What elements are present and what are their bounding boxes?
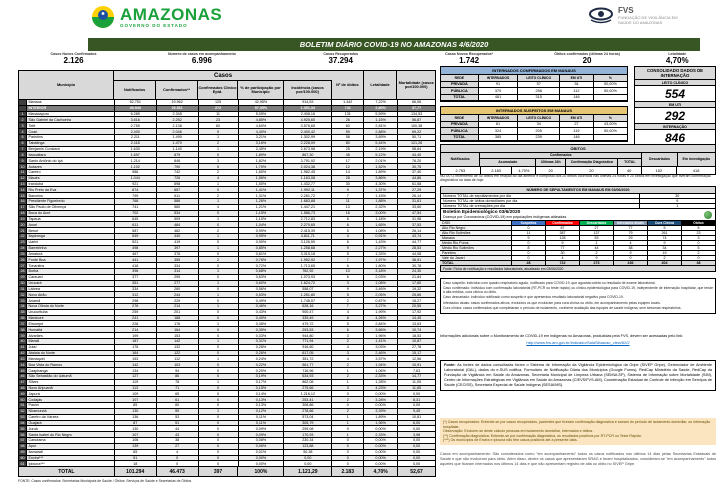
obitos-confirmacao-value: 20 bbox=[566, 167, 618, 174]
municipality-name: Itacoatiara bbox=[27, 152, 115, 158]
table-row: 61 Ipixuna*** 18 0 0 0,00% 0,00 0 0,00% 0,00 bbox=[19, 461, 436, 467]
municipality-name: Rio Preto da Eva bbox=[27, 187, 115, 193]
municipality-name: Jutaí bbox=[27, 345, 115, 351]
footnote-line: (**) Confirmação diagnóstica: Entende-se por confirmação diagnóstica, os resultados positivos por RT-PCR ou Teste Rápido. bbox=[443, 433, 642, 438]
consolidado-title: CONSOLIDADO DADOS DE INTERNAÇÃO bbox=[635, 67, 715, 80]
table-row: 34 Nova Olinda do Norte 276 214 1 0,46% 628,16 7 3,27% 20,55 bbox=[19, 304, 436, 310]
municipality-name: Barcelos bbox=[27, 193, 115, 199]
municipality-name: Silves bbox=[27, 380, 115, 386]
obitos-acumulado-value: 2.183 bbox=[481, 167, 513, 174]
table-row: PÚBLICA 370 258 112 50,00% bbox=[441, 88, 627, 95]
table-row: 50 Codajás 107 61 0 0,13% 253,41 2 3,28% 8,31 bbox=[19, 397, 436, 403]
indigena-col-header: Cura Clínica bbox=[648, 221, 682, 226]
table-row: 33 Anamã 298 229 0 0,49% 1.748,57 2 0,87% 15,27 bbox=[19, 298, 436, 304]
table-row: Alto Rio Solimões 11 387 137 79 261 23 bbox=[440, 231, 716, 236]
stat-label: Casos Novos Recuperados* bbox=[445, 52, 494, 56]
definition-line: Caso confirmado: indivíduo com confirmação laboratorial (RT-PCR ou teste rápido) ou clínico-epidemiológica para COVID-19, independente de internação hospitalar, que tende à alta médica, cura clínica ou óbito. bbox=[443, 285, 713, 295]
definition-line: Infectados atuais: casos confirmados ativos, excluídos os que evoluíram para cura clínica ou óbito, em acompanhamento pelas equipes locais. bbox=[443, 300, 661, 305]
col-municipio: Município bbox=[19, 71, 114, 99]
obitos-nota: NOTA: O incremento de 40 óbitos em relação ao dia anterior é composto dos 20 óbitos ocorridos nas últimas 24 horas e 20 óbitos em investigação que tiveram confirmação diagnóstica na data de hoje. bbox=[440, 174, 711, 183]
municipality-name: Urucará bbox=[27, 281, 115, 287]
municipality-name: Amaturá bbox=[27, 252, 115, 258]
obitos-col-ultimas24h: Últimas 24h bbox=[536, 159, 566, 167]
municipality-name: Anori bbox=[27, 222, 115, 228]
stat-label: Casos Novos Confirmados bbox=[50, 52, 97, 56]
municipality-name: Parintins bbox=[27, 135, 115, 141]
table-row: 49 Japurá 109 65 0 0,14% 1.216,12 0 0,00% 0,00 bbox=[19, 391, 436, 397]
sepultamentos-table bbox=[440, 186, 716, 210]
consolidado-value: 554 bbox=[635, 86, 715, 102]
municipality-name: INTERIOR bbox=[27, 106, 115, 112]
table-row: 31 Lábrea 334 260 0 0,56% 558,07 9 3,46% 19,32 bbox=[19, 287, 436, 293]
table-row: 41 Jutaí 176 132 0 0,28% 916,60 4 3,03% 27,78 bbox=[19, 345, 436, 351]
link-block bbox=[440, 334, 716, 346]
municipality-name: Pauini bbox=[27, 403, 115, 409]
col-participacao: % de participação por Município bbox=[238, 81, 284, 99]
table-row: PRIVADA 91 57 34 50,00% bbox=[441, 82, 627, 89]
definition-line: Caso suspeito: indivíduo com quadro respiratório agudo, notificado para COVID-19, que aguarda coleta ou resultado de exame laboratorial. bbox=[443, 280, 656, 285]
table-row: 1 Manacapuru 6.289 2.345 11 5,05% 2.408,16 131 5,59% 134,53 bbox=[19, 112, 436, 118]
internados-confirmados-title: INTERNADOS CONFIRMADOS EM MANAUS bbox=[441, 67, 627, 75]
municipality-name: Caapiranga bbox=[27, 368, 115, 374]
indigena-subtitle: Doença por Coronavírus (COVID-19) em populações indígenas aldeadas bbox=[443, 215, 567, 219]
obitos-title: ÓBITOS bbox=[441, 145, 715, 153]
obitos-acumulado-pct: 4,70% bbox=[512, 167, 536, 174]
municipality-name: Borba bbox=[27, 269, 115, 275]
obitos-table bbox=[440, 144, 716, 175]
table-row: 40 Maraã 187 142 1 0,31% 771,94 2 1,41% 10,87 bbox=[19, 339, 436, 345]
summary-stat bbox=[129, 52, 275, 68]
municipality-name: Alvarães bbox=[27, 333, 115, 339]
municipality-name: Apuí bbox=[27, 444, 115, 450]
table-row: 46 São Sebastião do Uatumã 127 86 0 0,19% 634,93 2 2,33% 14,77 bbox=[19, 374, 436, 380]
col-clinico-epid: Confirmados Clínico Epid. bbox=[198, 81, 238, 99]
table-row: 4 Coari 2.400 2.046 9 4,40% 2.400,42 59 2,88% 69,22 bbox=[19, 129, 436, 135]
table-row: Número TOTAL de sepultamentos por dia 30 bbox=[441, 194, 715, 199]
col-confirmados: Confirmados** bbox=[156, 81, 198, 99]
table-row: 20 Anori 611 484 0 1,04% 2.270,65 8 1,65% 37,53 bbox=[19, 222, 436, 228]
col-obitos: Nº de óbitos bbox=[332, 71, 364, 99]
obitos-col-acumulado: Acumulado bbox=[480, 159, 536, 167]
amazonas-logo bbox=[90, 4, 222, 30]
table-row: 18 Boca do Acre 702 534 0 1,15% 1.586,73 16 3,00% 47,54 bbox=[19, 211, 436, 217]
stat-value: 6.996 bbox=[191, 56, 212, 65]
footnote-line: Observação: Excluem-se deste cálculo pessoas em isolamento domiciliar, internados e óbitos. bbox=[443, 429, 594, 434]
table-row: Alto Rio Negro 0 87 27 77 5 5 bbox=[440, 226, 716, 231]
indigena-col-header: Confirmados bbox=[546, 221, 580, 226]
sepultamentos-title: NÚMERO DE SEPULTAMENTOS EM MANAUS EM 03/06/2020 bbox=[441, 187, 715, 194]
table-row: 53 Careiro da Várzea 136 53 0 0,11% 573,04 1 1,89% 10,81 bbox=[19, 415, 436, 421]
indigena-section bbox=[440, 208, 716, 272]
municipality-name: Manacapuru bbox=[27, 112, 115, 118]
municipality-name: Maués bbox=[27, 176, 115, 182]
summary-stat bbox=[18, 52, 129, 68]
municipality-name: Urucurituba bbox=[27, 310, 115, 316]
footnote-line: (*) Casos recuperados: Entende-se por casos recuperados, pacientes que tiveram confirmação diagnóstica e saíram do período de isolamento domiciliar, ou internação hospitalar. bbox=[443, 420, 711, 429]
table-row: PÚBLICA 324 205 119 50,00% bbox=[441, 128, 627, 135]
municipality-name: Manicoré bbox=[27, 316, 115, 322]
municipality-name: Uarini bbox=[27, 240, 115, 246]
table-row: Número TOTAL de cremações por dia 1 bbox=[441, 204, 715, 209]
municipality-name: Eirunepé bbox=[27, 321, 115, 327]
table-row: 13 Iranduba 921 698 1 1,50% 1.432,77 30 4,30% 61,58 bbox=[19, 182, 436, 188]
table-row: 22 Itapiranga 549 440 1 0,95% 4.811,71 4 0,91% 43,74 bbox=[19, 234, 436, 240]
consolidado-label: LEITO CLÍNICO bbox=[635, 80, 715, 86]
table-row: 36 Manicoré 241 188 0 0,40% 339,49 8 4,26% 14,45 bbox=[19, 316, 436, 322]
municipality-name: Santo Antônio do Içá bbox=[27, 158, 115, 164]
consolidado-label: INTERNAÇÃO bbox=[635, 124, 715, 130]
table-row: 57 Canutama 106 38 0 0,08% 230,34 0 0,00% 0,00 bbox=[19, 438, 436, 444]
municipality-name: Tefé bbox=[27, 123, 115, 129]
bulletin-title-bar: BOLETIM DIÁRIO COVID-19 NO AMAZONAS 4/6/2020 bbox=[88, 38, 700, 51]
indigena-col-header: Infectados atuais bbox=[614, 221, 648, 226]
stat-label: Óbitos confirmados (últimas 24 horas) bbox=[554, 52, 620, 56]
definition-line: Cura clínica: casos confirmados que completaram o período de isolamento, conforme avaliação das equipes de saúde indígena, sem sintomas respiratórios. bbox=[443, 305, 682, 310]
table-row: 17 São Paulo de Olivença 741 560 4 1,21% 1.447,21 13 2,32% 33,60 bbox=[19, 205, 436, 211]
table-row: 38 Humaitá 214 164 0 0,35% 293,53 6 3,66% 10,74 bbox=[19, 327, 436, 333]
municipality-name: Japurá bbox=[27, 391, 115, 397]
amazonas-crest-icon bbox=[90, 4, 116, 30]
stat-label: Casos Recuperados bbox=[323, 52, 358, 56]
stat-value: 4,70% bbox=[665, 56, 689, 65]
consolidado-internacao-box bbox=[634, 66, 716, 146]
col-letalidade: Letalidade bbox=[364, 71, 398, 99]
municipality-name: Careiro da Várzea bbox=[27, 415, 115, 421]
table-row: 45 Caapiranga 134 94 0 0,20% 716,96 1 1,06% 7,63 bbox=[19, 368, 436, 374]
municipality-name: Ipixuna*** bbox=[27, 461, 115, 467]
municipality-name: Maraã bbox=[27, 339, 115, 345]
stat-value: 2.126 bbox=[63, 56, 84, 65]
fonte-box bbox=[440, 360, 716, 391]
municipality-name: Boa Vista do Ramos bbox=[27, 362, 115, 368]
table-row: INTERIOR 48.543 26.511 272 57,05% 1.351,34 741 2,80% 37,77 bbox=[19, 106, 436, 112]
municipality-name: Codajás bbox=[27, 397, 115, 403]
table-row: 3 Tefé 2.759 2.138 60 4,60% 3.576,65 60 2,81% 100,38 bbox=[19, 123, 436, 129]
table-row: 32 Novo Airão 312 244 1 0,53% 1.251,80 5 2,05% 25,65 bbox=[19, 292, 436, 298]
municipality-name: Juruá bbox=[27, 426, 115, 432]
table-row: 23 Uarini 521 419 0 0,90% 3.126,59 6 1,43% 44,77 bbox=[19, 240, 436, 246]
municipality-name: Tapauá bbox=[27, 217, 115, 223]
col-incidencia: Incidência (casos por/100.000) bbox=[284, 81, 332, 99]
table-row: 21 Beruri 587 462 2 0,99% 2.415,39 5 1,08% 26,14 bbox=[19, 228, 436, 234]
obitos-col-notificados: Notificados bbox=[441, 153, 480, 167]
fvs-name: FUNDAÇÃO DE VIGILÂNCIA EM SAÚDE DO AMAZONAS bbox=[618, 15, 678, 25]
table-row: 28 Borba 396 314 1 0,68% 762,92 10 3,18% 24,30 bbox=[19, 269, 436, 275]
municipality-name: Nhamundá bbox=[27, 409, 115, 415]
table-row: TOTAL 385 239 146 bbox=[441, 135, 627, 142]
indigena-header bbox=[440, 208, 716, 221]
fvs-acronym: FVS bbox=[618, 6, 634, 15]
table-row: 14 Rio Preto da Eva 874 657 0 1,41% 1.992,11 9 1,37% 27,29 bbox=[19, 187, 436, 193]
municipality-name: São Paulo de Olivença bbox=[27, 205, 115, 211]
group-header-casos: Casos bbox=[114, 71, 332, 81]
table-row: Número TOTAL de óbitos domiciliares por dia 9 bbox=[441, 199, 715, 204]
table-header bbox=[18, 70, 436, 100]
municipality-name: Guajará bbox=[27, 421, 115, 427]
obitos-24h-value: 20 bbox=[536, 167, 566, 174]
municipality-name: Lábrea bbox=[27, 287, 115, 293]
municipality-name: Manaus bbox=[27, 100, 115, 106]
consolidado-label: EM UTI bbox=[635, 102, 715, 108]
acompanhamento-note: Casos em acompanhamento: São considerados como "em acompanhamento" todos os casos notificados nos últimos 14 dias pelas Secretarias Estaduais de Saúde e que não evoluíram para óbito. Além disso, dentre os casos que apresentaram SRAG e foram hospitalizados, consideram-se "em acompanhamento" todos aqueles que ficaram internados nos últimos 14 dias e que não apresentam registro de alta ou óbito no SIVEP Gripe. bbox=[440, 452, 716, 466]
table-row: 2 São Gabriel da Cachoeira 3.616 2.252 23 4,85% 4.925,60 26 1,15% 56,87 bbox=[19, 117, 436, 123]
table-row: 52 Nhamundá 130 59 1 0,12% 278,66 2 3,39% 9,45 bbox=[19, 409, 436, 415]
internados-suspeitos-table: INTERNADOS SUSPEITOS EM MANAUS REDE INTERNADOS LEITO CLÍNICO EM UTI % PRIVADA 61 34 27 43,00% PÚBLICA 324 205 119 50,00% TOTAL 385 239 146 bbox=[440, 106, 628, 142]
table-row: 11 Careiro 986 742 2 1,60% 1.982,45 14 1,89% 37,40 bbox=[19, 170, 436, 176]
definition-line: Caso descartado: indivíduo notificado como suspeito e que apresentou resultado laboratorial negativo para COVID-19. bbox=[443, 295, 624, 300]
table-row: 15 Barcelos 799 611 2 1,31% 2.281,72 7 1,15% 26,14 bbox=[19, 193, 436, 199]
table-row: 24 Barreirinha 498 397 1 0,85% 1.258,68 9 2,27% 28,53 bbox=[19, 246, 436, 252]
fvs-logo bbox=[588, 6, 688, 25]
col-notificados: Notificados bbox=[114, 81, 156, 99]
table-row: Médio Rio Purus 0 9 1 4 9 0 bbox=[440, 241, 716, 246]
obitos-group-confirmados: Confirmados bbox=[480, 153, 642, 159]
municipality-name: Manaquiri bbox=[27, 356, 115, 362]
obitos-total-value: 40 bbox=[618, 167, 642, 174]
sesai-logo-icon bbox=[704, 211, 712, 219]
municipality-name: Itamarati bbox=[27, 450, 115, 456]
fonte-label: Fonte: bbox=[444, 363, 456, 367]
stat-value: 20 bbox=[582, 56, 592, 65]
table-row: 48 Novo Aripuanã 113 71 0 0,15% 275,66 3 4,23% 11,65 bbox=[19, 386, 436, 392]
municipality-name: Anamã bbox=[27, 298, 115, 304]
municipality-name: Santa Isabel do Rio Negro bbox=[27, 432, 115, 438]
municipality-table bbox=[18, 70, 436, 483]
consolidado-value: 292 bbox=[635, 108, 715, 124]
municipality-name: Benjamin Constant bbox=[27, 147, 115, 153]
table-row: 19 Tapauá 645 509 1 1,10% 2.712,83 6 1,18% 31,98 bbox=[19, 217, 436, 223]
table-row: PRIVADA 61 34 27 43,00% bbox=[441, 122, 627, 129]
municipality-name: Carauari bbox=[27, 275, 115, 281]
municipality-name: Tabatinga bbox=[27, 141, 115, 147]
municipality-name: Novo Aripuanã bbox=[27, 386, 115, 392]
table-row: 25 Amaturá 467 376 0 0,81% 3.315,18 5 1,33% 44,08 bbox=[19, 252, 436, 258]
table-row: Médio Rio Solimões 8 77 44 38 34 5 bbox=[440, 246, 716, 251]
fvs-eye-icon bbox=[588, 7, 614, 25]
table-row: 60 Envira*** 51 0 0 0,00% 0,00 0 0,00% 0,00 bbox=[19, 456, 436, 462]
table-row: Parintins 0 30 2 9 19 2 bbox=[440, 251, 716, 256]
table-row: 43 Manaquiri 153 112 1 0,24% 351,72 4 3,57% 12,56 bbox=[19, 356, 436, 362]
table-row: 30 Urucará 351 277 1 0,60% 1.624,72 3 1,08% 17,60 bbox=[19, 281, 436, 287]
table-row: 59 Itamarati 65 4 0 0,01% 50,38 0 0,00% 0,00 bbox=[19, 450, 436, 456]
table-row: 5 Parintins 2.211 1.490 1 3,21% 1.302,99 58 3,89% 50,71 bbox=[19, 135, 436, 141]
table-row: 58 Apuí 139 27 0 0,06% 123,88 0 0,00% 0,00 bbox=[19, 444, 436, 450]
indigena-title: Boletim Epidemiológico 03/6/2020 bbox=[443, 210, 521, 215]
table-row: 39 Alvarães 199 153 0 0,33% 944,80 3 1,96% 18,53 bbox=[19, 333, 436, 339]
stat-label: Número de casos em acompanhamento bbox=[167, 52, 236, 56]
table-row: 56 Santa Isabel do Rio Negro 107 43 0 0,09% 170,93 1 2,33% 3,98 bbox=[19, 432, 436, 438]
municipality-name: Beruri bbox=[27, 228, 115, 234]
table-row: 7 Benjamin Constant 1.630 1.140 1 2,45% 2.673,98 25 2,19% 58,64 bbox=[19, 147, 436, 153]
obitos-investigacao-value: 418 bbox=[692, 167, 700, 173]
municipality-name: Iranduba bbox=[27, 182, 115, 188]
consolidado-value: 846 bbox=[664, 130, 686, 145]
indigena-col-header: Descartados bbox=[580, 221, 614, 226]
municipality-name: Envira*** bbox=[27, 456, 115, 462]
total-row: TOTAL 101.294 46.473 397 100% 1.121,29 2.183 4,70% 52,67 bbox=[18, 467, 436, 477]
municipality-name: Itapiranga bbox=[27, 234, 115, 240]
state-logo-subtitle: GOVERNO DO ESTADO bbox=[120, 23, 188, 28]
table-row: 35 Urucurituba 259 201 0 0,43% 900,47 4 1,99% 17,92 bbox=[19, 310, 436, 316]
municipality-name: Coari bbox=[27, 129, 115, 135]
municipality-name: Novo Airão bbox=[27, 292, 115, 298]
obitos-notificados-value: 2.753 bbox=[441, 167, 481, 174]
municipality-name: Boca do Acre bbox=[27, 211, 115, 217]
table-row: 26 Fonte Boa 441 355 2 0,76% 1.952,92 7 1,97% 38,51 bbox=[19, 257, 436, 263]
table-row: Manaus 9 128 53 29 74 3 bbox=[440, 236, 716, 241]
stat-label: Letalidade bbox=[668, 52, 687, 56]
table-row: 44 Boa Vista do Ramos 142 103 0 0,22% 561,77 2 1,94% 10,91 bbox=[19, 362, 436, 368]
fonte-text: As fontes de dados consultadas foram o Sistema de Informação da Vigilância Epidemiológica da Gripe (SIVEP Gripe), Gerenciador de Ambiente Laboratorial (GAL), dados do e-SUS notifica, Formulário de Notificação Diária dos Municípios (Google Forms), RedCap Ministério da Saúde, RedCap da Fundação de Vigilância em Saúde do Amazonas, Secretaria Municipal de Limpeza Urbana (SEMULSP), Sistema de Informação sobre Mortalidade (SIM), Centro de Informações Estratégicas em Vigilância em Saúde do Amazonas (CIEVS/FVS-AM), Coordenação Estadual de Controle de Infecção em Serviços de Saúde (CECISS), Secretaria Especial de Saúde Indígena (SESAI/MS). bbox=[444, 363, 712, 387]
stat-value: 37.294 bbox=[328, 56, 353, 65]
internados-suspeitos-title: INTERNADOS SUSPEITOS EM MANAUS bbox=[441, 107, 627, 115]
table-row: 29 Carauari 377 295 0 0,63% 1.073,93 6 2,03% 21,84 bbox=[19, 275, 436, 281]
table-row: 6 Tabatinga 2.118 1.470 2 3,16% 2.228,09 80 5,44% 121,26 bbox=[19, 141, 436, 147]
indigena-col-header: Óbitos bbox=[682, 221, 716, 226]
table-row: 54 Guajará 87 51 0 0,11% 305,79 1 1,96% 6,00 bbox=[19, 421, 436, 427]
municipality-name: Humaitá bbox=[27, 327, 115, 333]
table-footer-note: FONTE: Casos confirmados: Secretarias Municipais de Saúde / Óbitos: Serviços de Saúde e Secretarias de Óbitos bbox=[18, 478, 192, 483]
municipality-name: Careiro bbox=[27, 170, 115, 176]
table-row: 55 Juruá 130 44 0 0,09% 299,08 0 0,00% 0,00 bbox=[19, 426, 436, 432]
col-mortalidade: Mortalidade (casos por/100.000) bbox=[398, 79, 434, 89]
municipality-name: Canutama bbox=[27, 438, 115, 444]
table-row: 16 Presidente Figueiredo 768 586 1 1,26% 1.683,88 11 1,88% 31,61 bbox=[19, 199, 436, 205]
municipality-name: Barreirinha bbox=[27, 246, 115, 252]
municipality-name: Tonantins bbox=[27, 263, 115, 269]
municipality-name: Fonte Boa bbox=[27, 257, 115, 263]
obitos-descartados-value: 152 bbox=[642, 167, 678, 174]
table-row: 9 Santo Antônio do Içá 1.214 846 3 1,82% 3.791,92 17 2,01% 76,20 bbox=[19, 158, 436, 164]
link-intro-text: Informações adicionais sobre o Monitoramento de COVID-19 em indígenas no Amazonas, produzidas pela FVS, devem ser acessadas pelo link: bbox=[440, 334, 684, 338]
table-body bbox=[18, 100, 436, 467]
indigena-fonte: Fonte: Ficha de notificação e resultados laboratoriais, atualizado em 03/06/2020 bbox=[440, 266, 716, 272]
municipality-name: Nova Olinda do Norte bbox=[27, 304, 115, 310]
obitos-col-confirmacao: Confirmação Diagnóstica bbox=[566, 159, 618, 167]
footnote-line: (***) Os municípios de Envira e Ipixuna não têm casos positivos até a presente data. bbox=[443, 438, 578, 443]
table-row: 27 Tonantins 418 334 0 0,72% 1.713,65 6 1,80% 30,78 bbox=[19, 263, 436, 269]
table-row: Vale do Javari 0 4 9 0 2 0 bbox=[440, 256, 716, 261]
stat-value: 1.742 bbox=[459, 56, 480, 65]
municipality-name: Autazes bbox=[27, 164, 115, 170]
indigena-table: DSEI Suspeitos Confirmados Descartados Infectados atuais Cura Clínica Óbitos Alto Rio Negro 0 87 27 77 5 5 Alto Rio Solimões 11 387 137 79 261 23 Manaus 9 128 53 29 74 3 Médio Rio Purus 0 9 1 4 9 0 Médio Rio Solimões 8 77 44 38 34 5 Parintins 0 30 2 9 19 2 Vale do Javari 0 4 9 0 2 0 TOTAL 28 722 273 236 404 38 bbox=[440, 221, 716, 266]
definitions-box bbox=[440, 278, 716, 314]
table-row: Manaus 52.751 19.962 125 42,95% 914,53 1.442 7,22% 66,06 bbox=[19, 100, 436, 106]
table-row: 51 Pauini 85 60 0 0,13% 308,86 0 0,00% 0,00 bbox=[19, 403, 436, 409]
municipality-name: São Gabriel da Cachoeira bbox=[27, 117, 115, 123]
indigena-col-header: Suspeitos bbox=[512, 221, 546, 226]
obitos-col-descartados: Descartados bbox=[642, 153, 677, 167]
table-row: 47 Silves 119 78 1 0,17% 862,08 1 1,28% 11,05 bbox=[19, 380, 436, 386]
table-row: 10 Autazes 1.102 790 5 1,70% 2.024,38 12 1,52% 30,75 bbox=[19, 164, 436, 170]
table-row: 37 Eirunepé 228 176 1 0,38% 479,72 5 2,84% 13,63 bbox=[19, 321, 436, 327]
obitos-col-investigacao: Em investigação bbox=[678, 153, 715, 167]
footnotes-box bbox=[440, 418, 716, 445]
internados-confirmados-table: INTERNADOS CONFIRMADOS EM MANAUS REDE INTERNADOS LEITO CLÍNICO EM UTI % PRIVADA 91 57 34 50,00% PÚBLICA 370 258 112 50,00% TOTAL 461 315 146 bbox=[440, 66, 628, 102]
fvs-indicator-link[interactable]: http://www.fvs.am.gov.br/indicadorSalaSituacao_view/62/2 bbox=[526, 339, 630, 345]
municipality-name: São Sebastião do Uatumã bbox=[27, 374, 115, 380]
summary-stat bbox=[275, 52, 407, 68]
municipality-name: Presidente Figueiredo bbox=[27, 199, 115, 205]
municipality-name: Atalaia do Norte bbox=[27, 351, 115, 357]
obitos-col-total: TOTAL bbox=[618, 159, 642, 167]
table-row: 8 Itacoatiara 1.697 879 0 1,89% 867,30 45 5,12% 44,40 bbox=[19, 152, 436, 158]
state-logo-title: AMAZONAS bbox=[120, 5, 223, 24]
table-row: 12 Maués 1.044 726 4 1,56% 1.163,08 28 3,86% 44,86 bbox=[19, 176, 436, 182]
table-row: TOTAL 461 315 146 bbox=[441, 95, 627, 102]
table-row: 42 Atalaia do Norte 164 122 0 0,26% 617,05 3 2,46% 15,17 bbox=[19, 351, 436, 357]
